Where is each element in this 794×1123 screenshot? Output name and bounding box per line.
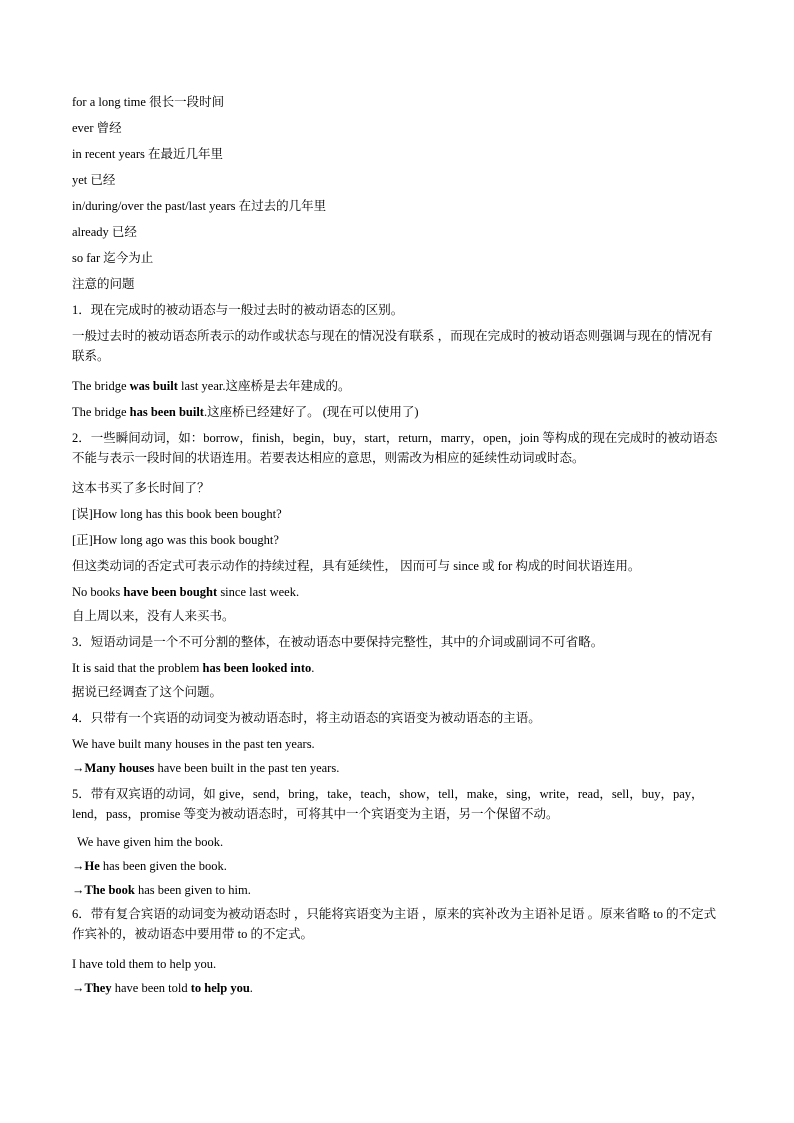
example-built-houses: We have built many houses in the past ten years. (72, 737, 315, 751)
note-4-heading: 4．只带有一个宾语的动词变为被动语态时，将主动语态的宾语变为被动语态的主语。 (72, 711, 541, 725)
section-heading-notes: 注意的问题 (72, 277, 135, 291)
example-looked-into-cn: 据说已经调查了这个问题。 (72, 685, 223, 699)
vocab-line-for-a-long-time: for a long time 很长一段时间 (72, 95, 225, 109)
example-no-books-cn: 自上周以来，没有人来买书。 (72, 609, 235, 623)
example-wrong: [误]How long has this book been bought? (72, 507, 282, 521)
example-many-houses: →Many houses have been built in the past ten years. (72, 761, 340, 775)
example-they-told: →They have been told to help you. (72, 981, 253, 995)
example-told-them: I have told them to help you. (72, 957, 217, 971)
note-1-explanation: 一般过去时的被动语态所表示的动作或状态与现在的情况没有联系 ，而现在完成时的被动语态则强调与现在的情况有联系。 (72, 329, 713, 363)
example-book-given: →The book has been given to him. (72, 883, 251, 897)
example-he-given: →He has been given the book. (72, 859, 227, 873)
example-looked-into: It is said that the problem has been looked into. (72, 661, 315, 675)
example-correct: [正]How long ago was this book bought? (72, 533, 279, 547)
note-5-explanation: 5．带有双宾语的动词，如 give，send，bring，take，teach，show，tell，make，sing，write，read，sell，buy，pay，lend，pass，promise 等变为被动语态时，可将其中一个宾语变为主语，另一个保留不动。 (72, 787, 704, 821)
note-3-heading: 3．短语动词是一个不可分割的整体，在被动语态中要保持完整性，其中的介词或副词不可省略。 (72, 635, 604, 649)
vocab-line-ever: ever 曾经 (72, 121, 122, 135)
vocab-line-already: already 已经 (72, 225, 137, 239)
example-question-cn: 这本书买了多长时间了？ (72, 481, 210, 495)
vocab-line-in-recent-years: in recent years 在最近几年里 (72, 147, 224, 161)
vocab-line-so-far: so far 迄今为止 (72, 251, 154, 265)
note-6-explanation: 6．带有复合宾语的动词变为被动语态时 ，只能将宾语变为主语 ，原来的宾补改为主语补足语 。原来省略 to 的不定式作宾补的，被动语态中要用带 to 的不定式。 (72, 907, 717, 941)
vocab-line-past-years: in/during/over the past/last years 在过去的几年里 (72, 199, 327, 213)
vocab-line-yet: yet 已经 (72, 173, 116, 187)
example-no-books: No books have been bought since last week. (72, 585, 300, 599)
example-bridge-perfect: The bridge has been built.这座桥已经建好了。 (现在可以使用了) (72, 405, 419, 419)
note-1-heading: 1．现在完成时的被动语态与一般过去时的被动语态的区别。 (72, 303, 404, 317)
example-given-him: We have given him the book. (77, 835, 224, 849)
note-2-explanation: 2．一些瞬间动词，如：borrow，finish，begin，buy，start，return，marry，open，join 等构成的现在完成时的被动语态不能与表示一段时间的状语连用。若要表达相应的意思，则需改为相应的延续性动词或时态。 (72, 431, 718, 465)
note-2-negative: 但这类动词的否定式可表示动作的持续过程，具有延续性， 因而可与 since 或 for 构成的时间状语连用。 (72, 559, 641, 573)
example-bridge-past: The bridge was built last year.这座桥是去年建成的。 (72, 379, 351, 393)
